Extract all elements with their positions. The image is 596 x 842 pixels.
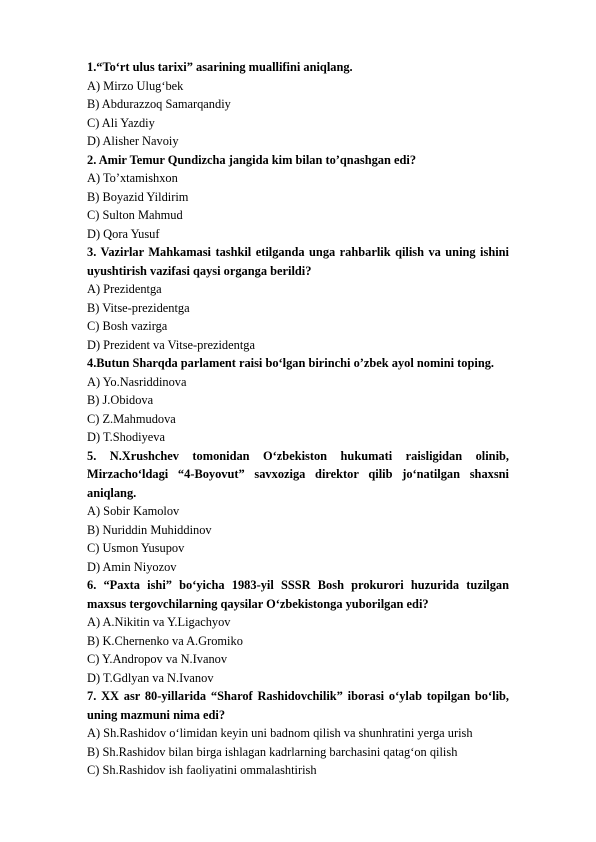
question-text: 1.“To‘rt ulus tarixi” asarining muallifini aniqlang.: [87, 60, 353, 74]
question-4: [87, 354, 509, 447]
option-a: A) Sh.Rashidov o‘limidan keyin uni badnom qilish va shunhratini yerga urish: [87, 726, 473, 740]
option-c: C) Sh.Rashidov ish faoliyatini ommalashtirish: [87, 763, 317, 777]
option-c: C) Sulton Mahmud: [87, 208, 183, 222]
option-d: D) T.Gdlyan va N.Ivanov: [87, 670, 214, 685]
option-d: D) Prezident va Vitse-prezidentga: [87, 337, 255, 352]
option-a: A) Prezidentga: [87, 282, 162, 296]
option-c: C) Z.Mahmudova: [87, 411, 176, 426]
option-b: B) Nuriddin Muhiddinov: [87, 522, 212, 537]
option-c: C) Bosh vazirga: [87, 319, 168, 333]
document-page: [87, 58, 509, 780]
question-text: 6. “Paxta ishi” bo‘yicha 1983-yil SSSR Bosh prokurori huzurida tuzilgan maxsus tergovchilarning qaysilar O‘zbekistonga yuborilgan edi?: [87, 578, 509, 611]
question-2: [87, 151, 509, 244]
option-a: A) Yo.Nasriddinova: [87, 374, 187, 389]
option-a: A) To’xtamishxon: [87, 171, 178, 185]
question-5: [87, 447, 509, 577]
question-7: [87, 687, 509, 780]
option-d: D) Amin Niyozov: [87, 559, 177, 574]
option-d: D) Alisher Navoiy: [87, 134, 179, 148]
option-b: B) Sh.Rashidov bilan birga ishlagan kadrlarning barchasini qatag‘on qilish: [87, 744, 458, 759]
question-text: 7. XX asr 80-yillarida “Sharof Rashidovchilik” iborasi o‘ylab topilgan bo‘lib, uning mazmuni nima edi?: [87, 689, 509, 722]
option-b: B) J.Obidova: [87, 393, 154, 407]
option-a: A) Mirzo Ulug‘bek: [87, 78, 184, 93]
question-text: 2. Amir Temur Qundizcha jangida kim bilan to’qnashgan edi?: [87, 152, 417, 167]
option-c: C) Ali Yazdiy: [87, 115, 155, 130]
question-3: [87, 243, 509, 354]
question-1: [87, 58, 509, 151]
question-text: 5. N.Xrushchev tomonidan O‘zbekiston hukumati raisligidan olinib, Mirzacho‘ldagi “4-Boyovut” savxoziga direktor qilib jo‘natilgan shaxsni aniqlang.: [87, 448, 509, 500]
option-d: D) Qora Yusuf: [87, 226, 160, 241]
question-text: 3. Vazirlar Mahkamasi tashkil etilganda unga rahbarlik qilish va uning ishini uyushtirish vazifasi qaysi organga berildi?: [87, 245, 509, 278]
option-b: B) Boyazid Yildirim: [87, 189, 189, 204]
option-a: A) A.Nikitin va Y.Ligachyov: [87, 615, 231, 629]
option-c: C) Y.Andropov va N.Ivanov: [87, 652, 228, 666]
question-text: 4.Butun Sharqda parlament raisi bo‘lgan birinchi o’zbek ayol nomini toping.: [87, 356, 495, 370]
option-b: B) Abdurazzoq Samarqandiy: [87, 97, 231, 111]
option-b: B) Vitse-prezidentga: [87, 300, 190, 315]
option-a: A) Sobir Kamolov: [87, 504, 180, 518]
option-c: C) Usmon Yusupov: [87, 541, 185, 555]
option-d: D) T.Shodiyeva: [87, 430, 166, 444]
option-b: B) K.Chernenko va A.Gromiko: [87, 633, 243, 648]
question-6: [87, 576, 509, 687]
